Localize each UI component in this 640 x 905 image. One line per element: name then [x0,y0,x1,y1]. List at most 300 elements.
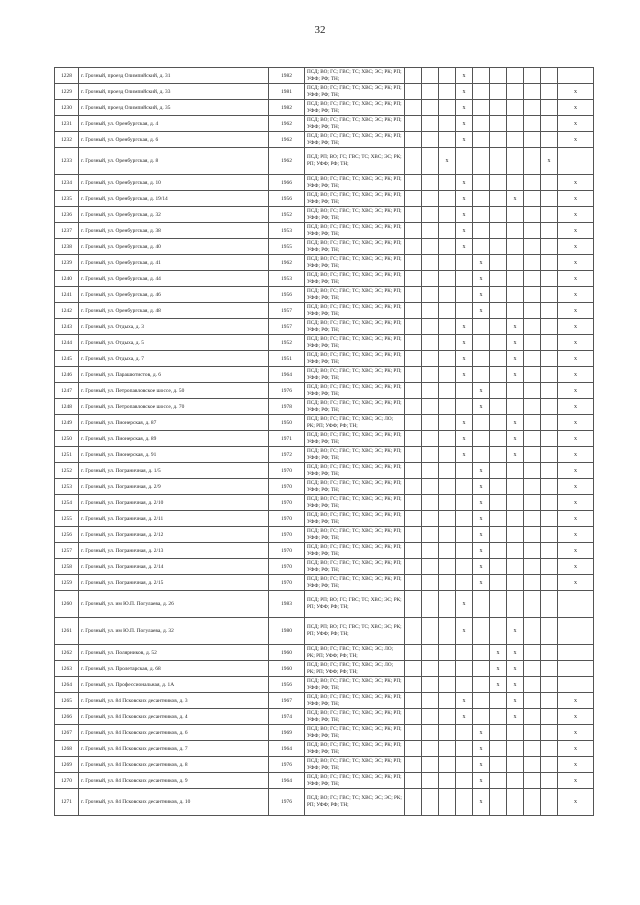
mark-cell [507,527,524,543]
table-row [55,415,594,431]
mark-cell [473,351,490,367]
mark-cell [422,463,439,479]
mark-cell [405,511,422,527]
address-cell: г. Грозный, ул. Оренбургская, д. 6 [79,132,269,148]
mark-cell [507,223,524,239]
mark-cell [422,661,439,677]
mark-cell [456,511,473,527]
mark-cell [405,559,422,575]
mark-cell [507,591,524,618]
mark-cell [422,351,439,367]
row-number: 1265 [55,693,79,709]
mark-cell [473,132,490,148]
mark-cell [558,661,594,677]
address-cell: г. Грозный, ул. 84 Псковских десантников, д. 7 [79,741,269,757]
works-cell: ПСД; ВО; ГС; ГВС; ТС; ХВС; ЭС; РК; РП; УФФ; РФ; ТН; [305,132,405,148]
mark-cell [439,693,456,709]
mark-cell: x [456,351,473,367]
mark-cell [507,116,524,132]
mark-cell [405,789,422,816]
address-cell: г. Грозный, ул. Пионерская, д. 87 [79,415,269,431]
mark-cell [490,479,507,495]
mark-cell [541,68,558,84]
mark-cell [422,559,439,575]
mark-cell [422,447,439,463]
mark-cell [439,415,456,431]
address-cell: г. Грозный, ул. Оренбургская, д. 19/14 [79,191,269,207]
table-row [55,191,594,207]
mark-cell: x [558,191,594,207]
mark-cell [422,255,439,271]
mark-cell [422,399,439,415]
mark-cell [490,100,507,116]
address-cell: г. Грозный, ул. Отдыха, д. 5 [79,335,269,351]
mark-cell [524,495,541,511]
mark-cell: x [473,271,490,287]
works-cell: ПСД; ВО; ГС; ГВС; ТС; ХВС; ЭС; РК; РП; УФФ; РФ; ТН; [305,495,405,511]
mark-cell [490,319,507,335]
mark-cell [490,495,507,511]
mark-cell [524,645,541,661]
mark-cell [422,207,439,223]
mark-cell: x [456,415,473,431]
mark-cell [524,84,541,100]
mark-cell [490,511,507,527]
mark-cell [422,303,439,319]
mark-cell [541,100,558,116]
mark-cell [439,383,456,399]
works-cell: ПСД; ВО; ГС; ГВС; ТС; ХВС; ЭС; РК; РП; УФФ; РФ; ТН; [305,84,405,100]
mark-cell [439,287,456,303]
works-cell: ПСД; ВО; ГС; ГВС; ТС; ХВС; ЭС; ЛО; РК; РП; УФФ; РФ; ТН; [305,415,405,431]
mark-cell [422,591,439,618]
address-cell: г. Грозный, ул. Отдыха, д. 3 [79,319,269,335]
mark-cell [405,415,422,431]
table-row [55,175,594,191]
mark-cell: x [558,116,594,132]
mark-cell [439,116,456,132]
row-number: 1271 [55,789,79,816]
mark-cell: x [473,559,490,575]
mark-cell [524,479,541,495]
mark-cell [456,645,473,661]
table-row [55,543,594,559]
housing-table [54,67,594,816]
mark-cell: x [490,645,507,661]
mark-cell [422,543,439,559]
mark-cell [473,207,490,223]
mark-cell [439,559,456,575]
mark-cell [524,677,541,693]
mark-cell [473,223,490,239]
mark-cell [422,479,439,495]
mark-cell [490,463,507,479]
table-row [55,84,594,100]
year-cell: 1970 [269,559,305,575]
address-cell: г. Грозный, ул. Оренбургская, д. 41 [79,255,269,271]
mark-cell [524,431,541,447]
year-cell: 1976 [269,757,305,773]
works-cell: ПСД; ВО; ГС; ГВС; ТС; ХВС; ЭС; РК; РП; УФФ; РФ; ТН; [305,511,405,527]
mark-cell [507,789,524,816]
mark-cell [439,495,456,511]
mark-cell [405,351,422,367]
table-row [55,575,594,591]
year-cell: 1976 [269,383,305,399]
address-cell: г. Грозный, ул. Оренбургская, д. 38 [79,223,269,239]
mark-cell [524,132,541,148]
mark-cell [439,527,456,543]
mark-cell: x [558,399,594,415]
mark-cell [422,415,439,431]
row-number: 1258 [55,559,79,575]
mark-cell: x [456,709,473,725]
mark-cell [439,335,456,351]
mark-cell: x [558,709,594,725]
mark-cell: x [558,271,594,287]
mark-cell [439,741,456,757]
page-number: 32 [314,24,326,36]
mark-cell [490,303,507,319]
mark-cell [405,116,422,132]
table-row [55,319,594,335]
works-cell: ПСД; ВО; ГС; ГВС; ТС; ХВС; ЭС; РК; РП; УФФ; РФ; ТН; [305,709,405,725]
mark-cell [558,677,594,693]
mark-cell [524,618,541,645]
works-cell: ПСД; ВО; ГС; ГВС; ТС; ХВС; ЭС; РК; РП; УФФ; РФ; ТН; [305,559,405,575]
mark-cell [422,335,439,351]
mark-cell [422,287,439,303]
works-cell: ПСД; ВО; ГС; ГВС; ТС; ХВС; ЭС; РК; РП; УФФ; РФ; ТН; [305,773,405,789]
mark-cell [490,415,507,431]
mark-cell [507,479,524,495]
mark-cell [541,495,558,511]
mark-cell: x [558,415,594,431]
mark-cell [405,100,422,116]
mark-cell: x [473,399,490,415]
mark-cell [456,725,473,741]
row-number: 1253 [55,479,79,495]
address-cell: г. Грозный, ул. Парашютистов, д. 6 [79,367,269,383]
mark-cell [524,511,541,527]
works-cell: ПСД; ВО; ГС; ГВС; ТС; ХВС; ЭС; РК; РП; УФФ; РФ; ТН; [305,741,405,757]
mark-cell [439,207,456,223]
address-cell: г. Грозный, ул. 84 Псковских десантников, д. 10 [79,789,269,816]
row-number: 1236 [55,207,79,223]
mark-cell: x [558,495,594,511]
mark-cell [541,223,558,239]
row-number: 1230 [55,100,79,116]
mark-cell [422,116,439,132]
mark-cell: x [456,84,473,100]
mark-cell [439,645,456,661]
mark-cell [507,207,524,223]
mark-cell [507,255,524,271]
mark-cell [541,132,558,148]
mark-cell [524,116,541,132]
year-cell: 1952 [269,335,305,351]
mark-cell [405,618,422,645]
works-cell: ПСД; ВО; ГС; ГВС; ТС; ХВС; ЭС; РК; РП; УФФ; РФ; ТН; [305,116,405,132]
mark-cell [541,287,558,303]
year-cell: 1966 [269,175,305,191]
mark-cell: x [456,367,473,383]
mark-cell: x [558,383,594,399]
mark-cell [541,693,558,709]
row-number: 1259 [55,575,79,591]
year-cell: 1983 [269,591,305,618]
address-cell: г. Грозный, ул. Оренбургская, д. 40 [79,239,269,255]
mark-cell [422,618,439,645]
works-cell: ПСД; ВО; ГС; ГВС; ТС; ХВС; ЭС; РК; РП; УФФ; РФ; ТН; [305,207,405,223]
mark-cell: x [558,479,594,495]
mark-cell [541,543,558,559]
year-cell: 1964 [269,367,305,383]
mark-cell: x [473,255,490,271]
mark-cell: x [473,725,490,741]
mark-cell: x [558,447,594,463]
table-row [55,116,594,132]
mark-cell: x [456,116,473,132]
mark-cell: x [507,319,524,335]
mark-cell: x [473,789,490,816]
year-cell: 1962 [269,116,305,132]
mark-cell: x [507,709,524,725]
works-cell: ПСД; ВО; ГС; ГВС; ТС; ХВС; ЭС; РК; РП; УФФ; РФ; ТН; [305,255,405,271]
mark-cell [405,591,422,618]
address-cell: г. Грозный, ул. Пограничная, д. 2/13 [79,543,269,559]
mark-cell: x [473,511,490,527]
mark-cell [541,207,558,223]
mark-cell [558,68,594,84]
mark-cell [473,191,490,207]
row-number: 1244 [55,335,79,351]
table-row [55,495,594,511]
table-row [55,463,594,479]
mark-cell [507,100,524,116]
mark-cell [422,319,439,335]
works-cell: ПСД; ВО; ГС; ГВС; ТС; ХВС; ЭС; РК; РП; УФФ; РФ; ТН; [305,367,405,383]
mark-cell [490,148,507,175]
mark-cell [541,709,558,725]
mark-cell [422,677,439,693]
mark-cell [439,463,456,479]
mark-cell: x [507,693,524,709]
table-row [55,591,594,618]
mark-cell [456,148,473,175]
mark-cell [456,255,473,271]
mark-cell [507,725,524,741]
address-cell: г. Грозный, проезд Олимпийский, д. 31 [79,68,269,84]
table-row [55,351,594,367]
mark-cell [422,527,439,543]
mark-cell [507,463,524,479]
mark-cell [456,271,473,287]
mark-cell [422,84,439,100]
address-cell: г. Грозный, ул. 84 Псковских десантников, д. 3 [79,693,269,709]
mark-cell: x [558,255,594,271]
table-row [55,773,594,789]
address-cell: г. Грозный, ул. им Ю.П. Погулаева, д. 26 [79,591,269,618]
mark-cell [422,223,439,239]
mark-cell: x [456,207,473,223]
mark-cell: x [473,575,490,591]
row-number: 1261 [55,618,79,645]
mark-cell [507,495,524,511]
table-row [55,287,594,303]
works-cell: ПСД; ВО; ГС; ГВС; ТС; ХВС; ЭС; РК; РП; УФФ; РФ; ТН; [305,463,405,479]
row-number: 1234 [55,175,79,191]
mark-cell [456,383,473,399]
mark-cell [422,693,439,709]
address-cell: г. Грозный, ул. Оренбургская, д. 44 [79,271,269,287]
works-cell: ПСД; ВО; ГС; ГВС; ТС; ХВС; ЭС; ЛО; РК; РП; УФФ; РФ; ТН; [305,645,405,661]
mark-cell [524,709,541,725]
mark-cell [473,645,490,661]
mark-cell [507,511,524,527]
mark-cell [524,100,541,116]
works-cell: ПСД; ВО; ГС; ГВС; ТС; ХВС; ЭС; РК; РП; УФФ; РФ; ТН; [305,693,405,709]
mark-cell [405,191,422,207]
mark-cell [473,148,490,175]
year-cell: 1970 [269,511,305,527]
year-cell: 1981 [269,84,305,100]
mark-cell [507,84,524,100]
mark-cell [405,677,422,693]
mark-cell [524,335,541,351]
works-cell: ПСД; ВО; ГС; ГВС; ТС; ХВС; ЭС; РК; РП; УФФ; РФ; ТН; [305,175,405,191]
mark-cell [405,239,422,255]
table-row [55,661,594,677]
mark-cell [456,575,473,591]
mark-cell [524,148,541,175]
address-cell: г. Грозный, ул. Оренбургская, д. 4 [79,116,269,132]
mark-cell [541,271,558,287]
row-number: 1270 [55,773,79,789]
table-row [55,132,594,148]
mark-cell [541,479,558,495]
address-cell: г. Грозный, ул. Оренбургская, д. 46 [79,287,269,303]
address-cell: г. Грозный, ул. Профессиональная, д. 1А [79,677,269,693]
mark-cell: x [558,287,594,303]
mark-cell: x [558,789,594,816]
works-cell: ПСД; ВО; ГС; ГВС; ТС; ХВС; ЭС; РК; РП; УФФ; РФ; ТН; [305,239,405,255]
mark-cell [405,495,422,511]
address-cell: г. Грозный, проезд Олимпийский, д. 35 [79,100,269,116]
mark-cell [490,527,507,543]
row-number: 1268 [55,741,79,757]
mark-cell: x [473,303,490,319]
table-row [55,709,594,725]
mark-cell: x [558,741,594,757]
mark-cell [439,725,456,741]
works-cell: ПСД; ВО; ГС; ГВС; ТС; ХВС; ЭС; РК; РП; УФФ; РФ; ТН; [305,383,405,399]
mark-cell [490,132,507,148]
table-row [55,741,594,757]
mark-cell [405,207,422,223]
table-row [55,559,594,575]
mark-cell [541,559,558,575]
mark-cell: x [473,543,490,559]
mark-cell [473,84,490,100]
mark-cell [439,175,456,191]
table-row [55,335,594,351]
mark-cell [541,725,558,741]
mark-cell [490,191,507,207]
mark-cell [439,511,456,527]
mark-cell: x [507,367,524,383]
address-cell: г. Грозный, ул. Пограничная, д. 2/11 [79,511,269,527]
year-cell: 1950 [269,415,305,431]
mark-cell [490,693,507,709]
mark-cell [524,725,541,741]
mark-cell [507,303,524,319]
mark-cell [524,543,541,559]
mark-cell [405,709,422,725]
mark-cell: x [507,415,524,431]
year-cell: 1964 [269,773,305,789]
mark-cell [439,575,456,591]
year-cell: 1957 [269,319,305,335]
year-cell: 1970 [269,575,305,591]
table-body [55,68,594,816]
address-cell: г. Грозный, ул. Пограничная, д. 2/12 [79,527,269,543]
year-cell: 1970 [269,543,305,559]
mark-cell: x [456,68,473,84]
mark-cell [490,239,507,255]
mark-cell [473,175,490,191]
mark-cell [541,463,558,479]
address-cell: г. Грозный, ул. Оренбургская, д. 10 [79,175,269,191]
row-number: 1243 [55,319,79,335]
mark-cell [524,319,541,335]
year-cell: 1962 [269,255,305,271]
mark-cell [405,725,422,741]
mark-cell: x [456,100,473,116]
mark-cell: x [456,223,473,239]
mark-cell [541,84,558,100]
mark-cell [405,287,422,303]
mark-cell [439,191,456,207]
mark-cell [490,559,507,575]
mark-cell [524,351,541,367]
year-cell: 1978 [269,399,305,415]
row-number: 1247 [55,383,79,399]
mark-cell: x [507,191,524,207]
year-cell: 1972 [269,447,305,463]
mark-cell [490,116,507,132]
mark-cell: x [558,207,594,223]
works-cell: ПСД; ВО; ГС; ГВС; ТС; ХВС; ЭС; РК; РП; УФФ; РФ; ТН; [305,575,405,591]
works-cell: ПСД; ВО; ГС; ГВС; ТС; ХВС; ЭС; РК; РП; УФФ; РФ; ТН; [305,677,405,693]
mark-cell [524,661,541,677]
mark-cell [422,431,439,447]
year-cell: 1955 [269,239,305,255]
mark-cell [422,175,439,191]
row-number: 1228 [55,68,79,84]
table-row [55,693,594,709]
address-cell: г. Грозный, ул. Петропавловское шоссе, д. 70 [79,399,269,415]
mark-cell [473,415,490,431]
mark-cell: x [558,175,594,191]
row-number: 1231 [55,116,79,132]
mark-cell [439,239,456,255]
mark-cell: x [558,725,594,741]
works-cell: ПСД; ВО; ГС; ГВС; ТС; ХВС; ЭС; РК; РП; УФФ; РФ; ТН; [305,431,405,447]
mark-cell [507,399,524,415]
works-cell: ПСД; ВО; ГС; ГВС; ТС; ХВС; ЭС; РК; РП; УФФ; РФ; ТН; [305,399,405,415]
mark-cell [422,575,439,591]
